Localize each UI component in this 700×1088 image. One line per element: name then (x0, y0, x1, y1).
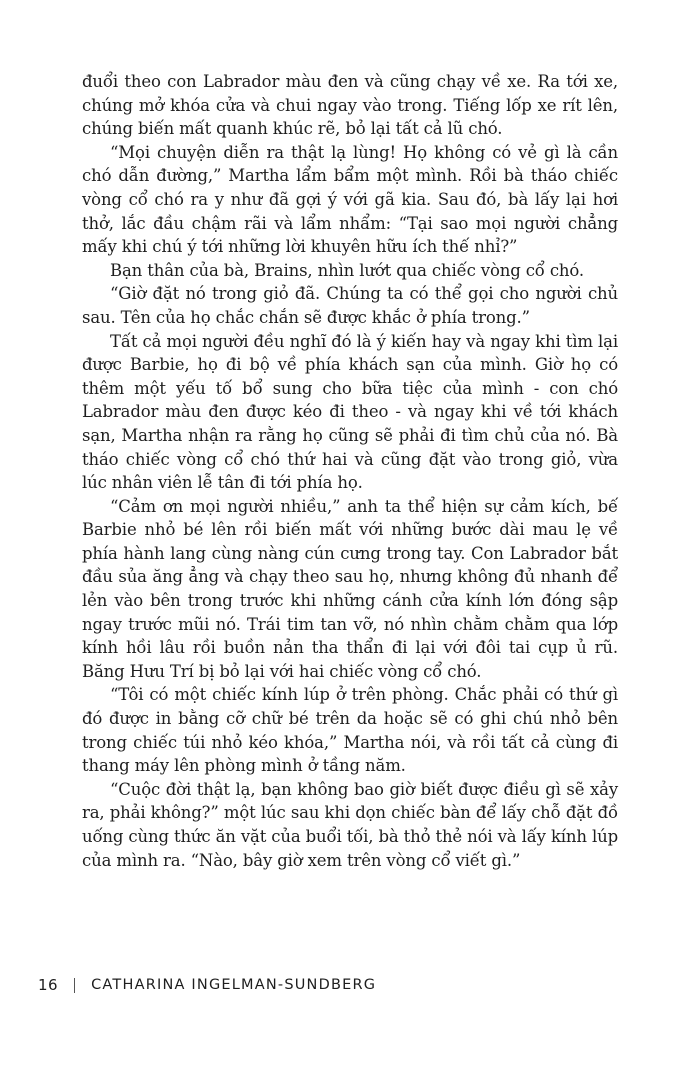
paragraph-3: Bạn thân của bà, Brains, nhìn lướt qua chiếc vòng cổ chó. (110, 260, 584, 280)
page-footer (38, 973, 376, 997)
paragraph-6: “Cảm ơn mọi người nhiều,” anh ta thể hiện sự cảm kích, bế Barbie nhỏ bé lên rồi biến mất với những bước dài mau lẹ về phía hành lang cùng nàng cún cưng trong tay. Con Labrador bắt đầu sủa ăng ẳng và chạy theo sau họ, nhưng không đủ nhanh để lẻn vào bên trong trước khi những cánh cửa kính lớn đóng sập ngay trước mũi nó. Trái tim tan vỡ, nó nhìn chằm chằm qua lớp kính hồi lâu rồi buồn nản tha thẩn đi lại với đôi tai cụp ủ rũ. Băng Hưu Trí bị bỏ lại với hai chiếc vòng cổ chó. (82, 496, 618, 681)
paragraph-2: “Mọi chuyện diễn ra thật lạ lùng! Họ không có vẻ gì là cần chó dẫn đường,” Martha lẩm bẩm một mình. Rồi bà tháo chiếc vòng cổ chó ra y như đã gợi ý với gã kia. Sau đó, bà lấy lại hơi thở, lắc đầu chậm rãi và lẩm nhẩm: “Tại sao mọi người chẳng mấy khi chú ý tới những lời khuyên hữu ích thế nhỉ?” (82, 142, 618, 257)
page-number: 16 (38, 976, 59, 994)
body-text (82, 70, 618, 872)
paragraph-8: “Cuộc đời thật lạ, bạn không bao giờ biết được điều gì sẽ xảy ra, phải không?” một lúc sau khi dọn chiếc bàn để lấy chỗ đặt đồ uống cùng thức ăn vặt của buổi tối, bà thỏ thẻ nói và lấy kính lúp của mình ra. “Nào, bây giờ xem trên vòng cổ viết gì.” (82, 779, 618, 870)
paragraph-5: Tất cả mọi người đều nghĩ đó là ý kiến hay và ngay khi tìm lại được Barbie, họ đi bộ về phía khách sạn của mình. Giờ họ có thêm một yếu tố bổ sung cho bữa tiệc của mình - con chó Labrador màu đen được kéo đi theo - và ngay khi về tới khách sạn, Martha nhận ra rằng họ cũng sẽ phải đi tìm chủ của nó. Bà tháo chiếc vòng cổ chó thứ hai và cũng đặt vào trong giỏ, vừa lúc nhân viên lễ tân đi tới phía họ. (82, 331, 618, 493)
footer-divider (74, 978, 75, 993)
paragraph-4: “Giờ đặt nó trong giỏ đã. Chúng ta có thể gọi cho người chủ sau. Tên của họ chắc chắn sẽ được khắc ở phía trong.” (82, 284, 618, 327)
paragraph-1: đuổi theo con Labrador màu đen và cũng chạy về xe. Ra tới xe, chúng mở khóa cửa và chui ngay vào trong. Tiếng lốp xe rít lên, chúng biến mất quanh khúc rẽ, bỏ lại tất cả lũ chó. (82, 72, 618, 139)
running-head-author: CATHARINA INGELMAN-SUNDBERG (91, 977, 377, 993)
paragraph-7: “Tôi có một chiếc kính lúp ở trên phòng. Chắc phải có thứ gì đó được in bằng cỡ chữ bé trên da hoặc sẽ có ghi chú nhỏ bên trong chiếc túi nhỏ kéo khóa,” Martha nói, và rồi tất cả cùng đi thang máy lên phòng mình ở tầng năm. (82, 685, 618, 776)
